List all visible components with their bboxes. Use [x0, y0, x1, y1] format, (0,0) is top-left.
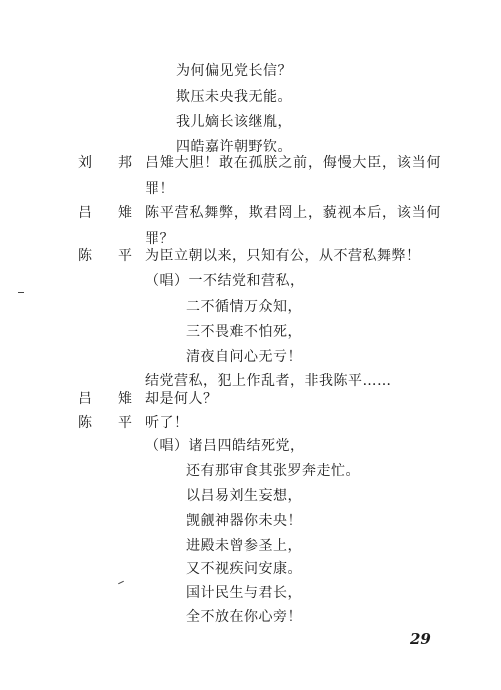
- verse-line: 我儿嫡长该继胤，: [176, 114, 292, 130]
- speech-line: 罪！: [145, 181, 174, 197]
- speaker-name-first: 吕: [78, 391, 92, 407]
- speaker-name-second: 雉: [118, 205, 132, 221]
- verse-line: 欺压未央我无能。: [176, 89, 292, 105]
- speaker-name-second: 平: [118, 415, 132, 431]
- print-mark: [18, 292, 24, 293]
- verse-line: 觊觎神器你未央！: [186, 513, 302, 529]
- sing-cue-line: （唱）一不结党和营私，: [145, 273, 305, 289]
- verse-line: 为何偏见党长信？: [176, 63, 292, 79]
- verse-line: 国计民生与君长，: [186, 585, 302, 601]
- speaker-name-second: 雉: [118, 391, 132, 407]
- verse-line: 又不视疾问安康。: [186, 561, 302, 577]
- verse-line: 二不循情万众知，: [186, 299, 302, 315]
- verse-line: 全不放在你心旁！: [186, 609, 302, 625]
- speaker-name-first: 吕: [78, 205, 92, 221]
- speech-line: 却是何人？: [145, 391, 218, 407]
- print-mark: [118, 581, 124, 584]
- verse-line: 四皓嘉许朝野钦。: [176, 139, 292, 155]
- verse-line: 以吕易刘生妄想，: [186, 488, 302, 504]
- verse-line: 进殿未曾参圣上，: [186, 538, 302, 554]
- verse-line: 清夜自问心无亏！: [186, 349, 302, 365]
- verse-line: 还有那审食其张罗奔走忙。: [186, 463, 360, 479]
- sing-cue-line: （唱）诸吕四皓结死党，: [145, 438, 305, 454]
- speaker-name-first: 陈: [78, 248, 92, 264]
- page-number: 29: [410, 630, 431, 648]
- speech-line: 为臣立朝以来，只知有公，从不营私舞弊！: [145, 248, 421, 264]
- speaker-name-second: 邦: [118, 155, 132, 171]
- verse-line: 三不畏难不怕死，: [186, 324, 302, 340]
- speech-line: 吕雉大胆！敢在孤朕之前，侮慢大臣，该当何: [145, 155, 441, 171]
- speaker-name-first: 刘: [78, 155, 92, 171]
- speaker-name-first: 陈: [78, 415, 92, 431]
- speech-line: 罪？: [145, 231, 174, 247]
- speech-line: 听了！: [145, 415, 189, 431]
- speech-line: 陈平营私舞弊，欺君罔上，藐视本后，该当何: [145, 205, 441, 221]
- narration-line: 结党营私，犯上作乱者，非我陈平……: [145, 373, 392, 389]
- speaker-name-second: 平: [118, 248, 132, 264]
